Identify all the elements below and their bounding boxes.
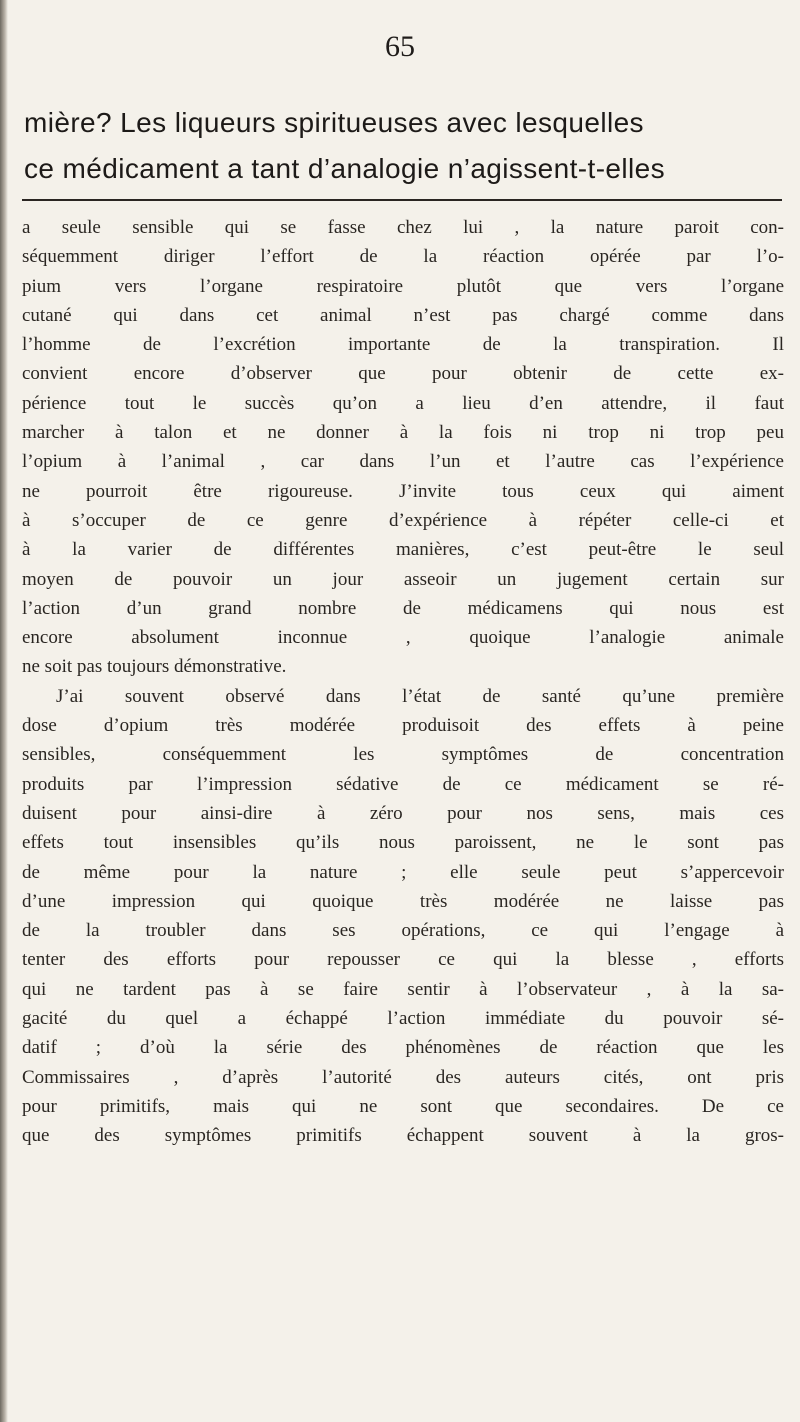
header-line: ce médicament a tant d’analogie n’agissent-t-elles [24, 153, 666, 184]
text-line: marcher à talon et ne donner à la fois ni trop ni trop peu [22, 422, 784, 444]
text-line: ne soit pas toujours démonstrative. [22, 656, 287, 678]
text-line: dose d’opium très modérée produisoit des effets à peine [22, 715, 784, 737]
text-line: datif ; d’où la série des phénomènes de réaction que les [22, 1037, 784, 1059]
text-line: effets tout insensibles qu’ils nous paroissent, ne le sont pas [22, 832, 784, 854]
text-line: l’homme de l’excrétion importante de la transpiration. Il [22, 334, 784, 356]
text-line: à la varier de différentes manières, c’est peut-être le seul [22, 539, 784, 561]
text-line: de même pour la nature ; elle seule peut s’appercevoir [22, 861, 784, 883]
text-line: l’opium à l’animal , car dans l’un et l’autre cas l’expérience [22, 451, 784, 473]
text-line: produits par l’impression sédative de ce médicament se ré- [22, 773, 784, 795]
page-number: 65 [385, 30, 415, 63]
text-line: ne pourroit être rigoureuse. J’invite tous ceux qui aiment [22, 480, 784, 502]
text-line: encore absolument inconnue , quoique l’analogie animale [22, 627, 784, 649]
text-line: périence tout le succès qu’on a lieu d’en attendre, il faut [22, 392, 784, 414]
text-line: qui ne tardent pas à se faire sentir à l’observateur , à la sa- [22, 978, 784, 1000]
text-line: de la troubler dans ses opérations, ce qui l’engage à [22, 920, 784, 942]
header-rule [22, 199, 782, 201]
text-line: Commissaires , d’après l’autorité des auteurs cités, ont pris [22, 1066, 784, 1088]
text-line: convient encore d’observer que pour obtenir de cette ex- [22, 363, 784, 385]
text-line: cutané qui dans cet animal n’est pas chargé comme dans [22, 304, 784, 326]
body-text [22, 213, 784, 1151]
text-line: d’une impression qui quoique très modérée ne laisse pas [22, 890, 784, 912]
text-line: sensibles, conséquemment les symptômes de concentration [22, 744, 784, 766]
text-line: J’ai souvent observé dans l’état de santé qu’une première [56, 685, 784, 707]
text-line: pour primitifs, mais qui ne sont que secondaires. De ce [22, 1095, 784, 1117]
text-line: l’action d’un grand nombre de médicamens qui nous est [22, 597, 784, 619]
text-line: pium vers l’organe respiratoire plutôt que vers l’organe [22, 275, 784, 297]
page-gutter-shadow [0, 0, 8, 1422]
text-line: à s’occuper de ce genre d’expérience à répéter celle-ci et [22, 509, 784, 531]
text-line: que des symptômes primitifs échappent souvent à la gros- [22, 1125, 784, 1147]
text-line: a seule sensible qui se fasse chez lui , la nature paroit con- [22, 217, 784, 238]
text-line: séquemment diriger l’effort de la réaction opérée par l’o- [22, 246, 784, 268]
header-line: mière? Les liqueurs spiritueuses avec lesquelles [24, 107, 644, 138]
text-line: tenter des efforts pour repousser ce qui la blesse , efforts [22, 949, 784, 971]
text-line: gacité du quel a échappé l’action immédiate du pouvoir sé- [22, 1008, 784, 1030]
text-line: moyen de pouvoir un jour asseoir un jugement certain sur [22, 568, 784, 590]
running-header [24, 100, 784, 192]
text-line: duisent pour ainsi-dire à zéro pour nos sens, mais ces [22, 802, 784, 824]
